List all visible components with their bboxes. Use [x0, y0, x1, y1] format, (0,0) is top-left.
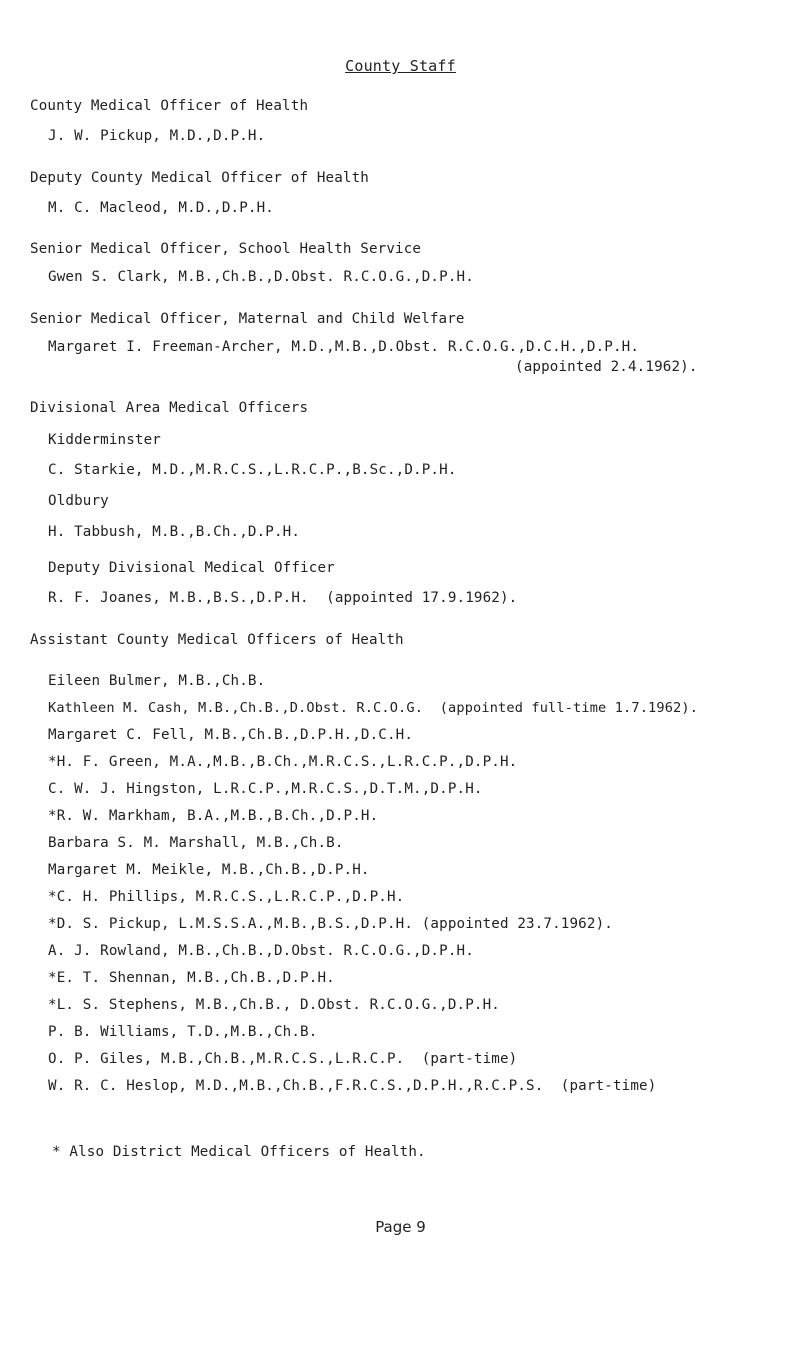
staff-entry: J. W. Pickup, M.D.,D.P.H. [48, 128, 266, 144]
staff-entry: C. Starkie, M.D.,M.R.C.S.,L.R.C.P.,B.Sc.,D.P.H. [48, 462, 457, 478]
section-heading: Assistant County Medical Officers of Health [30, 632, 404, 648]
staff-entry: C. W. J. Hingston, L.R.C.P.,M.R.C.S.,D.T.M.,D.P.H. [48, 781, 483, 797]
section-heading: Senior Medical Officer, Maternal and Child Welfare [30, 311, 465, 327]
footnote: * Also District Medical Officers of Health. [52, 1144, 426, 1160]
staff-entry: M. C. Macleod, M.D.,D.P.H. [48, 200, 274, 216]
page-number: Page 9 [375, 1218, 426, 1236]
staff-entry: O. P. Giles, M.B.,Ch.B.,M.R.C.S.,L.R.C.P. (part-time) [48, 1051, 518, 1067]
appointment-note: (appointed 2.4.1962). [515, 359, 698, 375]
subheading: Oldbury [48, 493, 109, 509]
subheading: Kidderminster [48, 432, 161, 448]
section-heading: Deputy County Medical Officer of Health [30, 170, 369, 186]
staff-entry: Kathleen M. Cash, M.B.,Ch.B.,D.Obst. R.C.O.G. (appointed full-time 1.7.1962). [48, 700, 699, 716]
section-heading: County Medical Officer of Health [30, 98, 309, 114]
staff-entry: Margaret I. Freeman-Archer, M.D.,M.B.,D.Obst. R.C.O.G.,D.C.H.,D.P.H. [48, 339, 640, 355]
staff-entry: Barbara S. M. Marshall, M.B.,Ch.B. [48, 835, 344, 851]
staff-entry: *R. W. Markham, B.A.,M.B.,B.Ch.,D.P.H. [48, 808, 379, 824]
staff-entry: R. F. Joanes, M.B.,B.S.,D.P.H. (appointed 17.9.1962). [48, 590, 518, 606]
page-title: County Staff [345, 57, 456, 75]
staff-entry: W. R. C. Heslop, M.D.,M.B.,Ch.B.,F.R.C.S.,D.P.H.,R.C.P.S. (part-time) [48, 1078, 657, 1094]
subheading: Deputy Divisional Medical Officer [48, 560, 335, 576]
staff-entry: Margaret C. Fell, M.B.,Ch.B.,D.P.H.,D.C.H. [48, 727, 414, 743]
staff-entry: *L. S. Stephens, M.B.,Ch.B., D.Obst. R.C.O.G.,D.P.H. [48, 997, 500, 1013]
staff-entry: P. B. Williams, T.D.,M.B.,Ch.B. [48, 1024, 318, 1040]
staff-entry: *C. H. Phillips, M.R.C.S.,L.R.C.P.,D.P.H. [48, 889, 405, 905]
section-heading: Senior Medical Officer, School Health Service [30, 241, 422, 257]
staff-entry: Gwen S. Clark, M.B.,Ch.B.,D.Obst. R.C.O.G.,D.P.H. [48, 269, 474, 285]
staff-entry: H. Tabbush, M.B.,B.Ch.,D.P.H. [48, 524, 301, 540]
staff-entry: A. J. Rowland, M.B.,Ch.B.,D.Obst. R.C.O.G.,D.P.H. [48, 943, 474, 959]
staff-entry: *H. F. Green, M.A.,M.B.,B.Ch.,M.R.C.S.,L.R.C.P.,D.P.H. [48, 754, 518, 770]
section-heading: Divisional Area Medical Officers [30, 400, 309, 416]
staff-entry: Margaret M. Meikle, M.B.,Ch.B.,D.P.H. [48, 862, 370, 878]
staff-entry: *E. T. Shennan, M.B.,Ch.B.,D.P.H. [48, 970, 335, 986]
staff-entry: *D. S. Pickup, L.M.S.S.A.,M.B.,B.S.,D.P.H. (appointed 23.7.1962). [48, 916, 613, 932]
staff-entry: Eileen Bulmer, M.B.,Ch.B. [48, 673, 266, 689]
